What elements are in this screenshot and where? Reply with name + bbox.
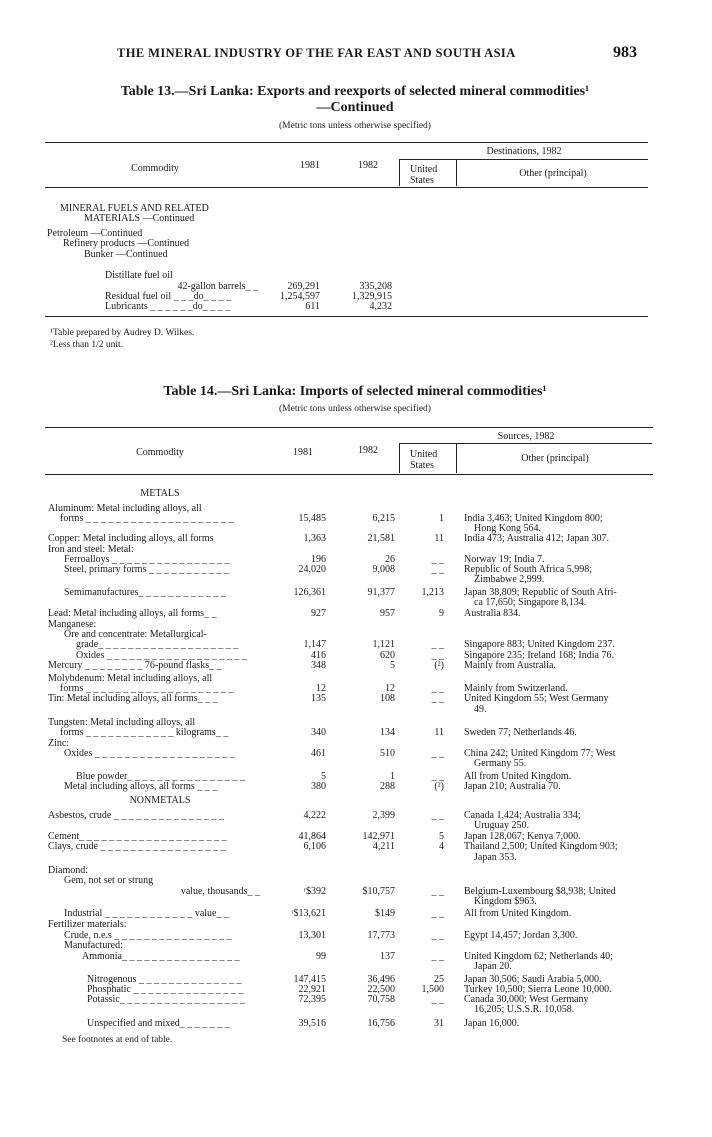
table13-row-label: Lubricants _ _ _ _ _ _do_ _ _ _: [105, 301, 231, 312]
table13-footnote-2: ²Less than 1/2 unit.: [50, 340, 124, 350]
value-united-states: 1,213: [421, 587, 444, 598]
table13-1982-value: 4,232: [369, 301, 392, 312]
value-1982: 1: [390, 771, 395, 782]
row-label: Manufactured:: [64, 940, 123, 951]
value-united-states: (²): [434, 781, 444, 792]
row-label: Molybdenum: Metal including alloys, all: [48, 673, 213, 684]
value-1981: 22,921: [298, 984, 326, 995]
row-label: Industrial _ _ _ _ _ _ _ _ _ _ _ _ value_ _: [64, 908, 229, 919]
value-1982: $149: [375, 908, 395, 919]
value-united-states: 11: [434, 533, 444, 544]
other-principal: Canada 30,000; West Germany: [464, 994, 589, 1005]
other-principal: China 242; United Kingdom 77; West: [464, 748, 616, 759]
other-principal: 49.: [474, 704, 487, 715]
row-label: Manganese:: [48, 619, 97, 630]
other-principal: Canada 1,424; Australia 334;: [464, 810, 581, 821]
value-1982: 6,215: [372, 513, 395, 524]
other-principal: ca 17,650; Singapore 8,134.: [474, 597, 587, 608]
value-1982: 5: [390, 660, 395, 671]
row-label: Unspecified and mixed_ _ _ _ _ _ _: [87, 1018, 230, 1029]
value-1982: 137: [380, 951, 395, 962]
other-principal: Belgium-Luxembourg $8,938; United: [464, 886, 616, 897]
value-united-states: _ _: [431, 748, 444, 759]
row-label: Aluminum: Metal including alloys, all: [48, 503, 202, 514]
table13-1982-value: 1,329,915: [352, 291, 392, 302]
value-1981: 24,020: [298, 564, 326, 575]
table13-top-rule: [45, 142, 648, 143]
section-heading: NONMETALS: [129, 795, 191, 806]
table14-top-rule: [45, 427, 653, 428]
table14-footnote: See footnotes at end of table.: [62, 1035, 173, 1045]
row-label: Cement_ _ _ _ _ _ _ _ _ _ _ _ _ _ _ _ _ _ _ _: [48, 831, 227, 842]
value-1982: 26: [385, 554, 395, 565]
row-label: Phosphatic _ _ _ _ _ _ _ _ _ _ _ _ _ _ _: [87, 984, 244, 995]
page-number: 983: [613, 44, 637, 61]
value-1982: 2,399: [372, 810, 395, 821]
value-united-states: 1: [439, 513, 444, 524]
value-1982: 21,581: [367, 533, 395, 544]
value-united-states: _ _: [431, 771, 444, 782]
table13-1981-value: 1,254,597: [280, 291, 320, 302]
other-principal: Hong Kong 564.: [474, 523, 541, 534]
value-united-states: 11: [434, 727, 444, 738]
value-1982: $10,757: [362, 886, 395, 897]
table13-other-header: Other (principal): [519, 168, 587, 179]
other-principal: Japan 30,506; Saudi Arabia 5,000.: [464, 974, 602, 985]
table14-header-rule: [45, 474, 653, 475]
value-1981: 461: [311, 748, 326, 759]
other-principal: Singapore 235; Ireland 168; India 76.: [464, 650, 614, 661]
other-principal: Sweden 77; Netherlands 46.: [464, 727, 577, 738]
table14-sources-rule: [400, 443, 652, 444]
row-label: Semimanufactures_ _ _ _ _ _ _ _ _ _ _ _: [64, 587, 226, 598]
other-principal: Japan 16,000.: [464, 1018, 520, 1029]
value-1981: 416: [311, 650, 326, 661]
table14-us-divider: [399, 443, 400, 473]
row-label: Gem, not set or strung: [64, 875, 154, 886]
value-united-states: 1,500: [421, 984, 444, 995]
row-label: Tungsten: Metal including alloys, all: [48, 717, 196, 728]
table13-header-rule: [45, 187, 648, 188]
value-united-states: _ _: [431, 994, 444, 1005]
value-1982: 510: [380, 748, 395, 759]
value-united-states: _ _: [431, 908, 444, 919]
value-1981: ʳ$392: [303, 886, 326, 897]
table13-row-label: 42-gallon barrels_ _: [177, 281, 258, 292]
value-1982: 4,211: [372, 841, 395, 852]
running-header: THE MINERAL INDUSTRY OF THE FAR EAST AND SOUTH ASIA: [117, 46, 516, 60]
section-heading: METALS: [140, 488, 180, 499]
table14-1982-header: 1982: [358, 445, 378, 456]
value-united-states: _ _: [431, 886, 444, 897]
value-united-states: _ _: [431, 951, 444, 962]
row-label: Steel, primary forms _ _ _ _ _ _ _ _ _ _ _: [64, 564, 229, 575]
value-1981: 340: [311, 727, 326, 738]
value-1981: 5: [321, 771, 326, 782]
value-1982: 9,008: [372, 564, 395, 575]
value-1982: 1,121: [372, 639, 395, 650]
row-label: Nitrogenous _ _ _ _ _ _ _ _ _ _ _ _ _ _: [87, 974, 242, 985]
row-label: value, thousands_ _: [180, 886, 260, 897]
table13-commodity-header: Commodity: [131, 163, 179, 174]
value-1982: 288: [380, 781, 395, 792]
value-1982: 620: [380, 650, 395, 661]
table14-other-divider: [456, 443, 457, 473]
other-principal: Egypt 14,457; Jordan 3,300.: [464, 930, 578, 941]
other-principal: Singapore 883; United Kingdom 237.: [464, 639, 615, 650]
row-label: forms _ _ _ _ _ _ _ _ _ _ _ _ _ _ _ _ _ _ _ _: [60, 683, 234, 694]
value-united-states: 31: [434, 1018, 444, 1029]
other-principal: 16,205; U.S.S.R. 10,058.: [474, 1004, 575, 1015]
other-principal: Japan 20.: [474, 961, 512, 972]
table13-row-label: Residual fuel oil _ _ _do_ _ _ _: [105, 291, 232, 302]
row-label: Tin: Metal including alloys, all forms_ _ _: [48, 693, 218, 704]
row-label: Blue powder_ _ _ _ _ _ _ _ _ _ _ _ _ _ _ _: [76, 771, 245, 782]
value-1982: 91,377: [367, 587, 395, 598]
value-united-states: _ _: [431, 693, 444, 704]
table13-bottom-rule: [45, 316, 648, 317]
table14-sources-header: Sources, 1982: [497, 431, 555, 442]
value-1981: 15,485: [298, 513, 326, 524]
table13-title-line1: Table 13.—Sri Lanka: Exports and reexports of selected mineral commodities¹: [120, 84, 590, 99]
value-1982: 12: [385, 683, 395, 694]
value-united-states: 9: [439, 608, 444, 619]
other-principal: Uruguay 250.: [474, 820, 529, 831]
table13-row-label: Petroleum —Continued: [47, 228, 143, 239]
row-label: forms _ _ _ _ _ _ _ _ _ _ _ _ _ _ _ _ _ _ _ _: [60, 513, 234, 524]
table13-subtitle: (Metric tons unless otherwise specified): [279, 121, 431, 131]
value-1982: 134: [380, 727, 395, 738]
value-1981: 1,363: [303, 533, 326, 544]
value-1981: 72,395: [298, 994, 326, 1005]
table13-footnote-1: ¹Table prepared by Audrey D. Wilkes.: [50, 328, 195, 338]
table13-us-header-1: United: [410, 164, 438, 175]
table13-other-divider: [456, 159, 457, 186]
value-1981: 6,106: [303, 841, 326, 852]
table14-us-header-2: States: [410, 460, 434, 471]
table13-row-label: MATERIALS —Continued: [84, 213, 195, 224]
value-united-states: _ _: [431, 683, 444, 694]
value-1981: 12: [316, 683, 326, 694]
value-1981: 13,301: [298, 930, 326, 941]
table13-1982-header: 1982: [358, 160, 378, 171]
value-1982: 16,756: [367, 1018, 395, 1029]
other-principal: Norway 19; India 7.: [464, 554, 545, 565]
value-1981: 39,516: [298, 1018, 326, 1029]
value-1982: 957: [380, 608, 395, 619]
table13-1981-value: 611: [305, 301, 320, 312]
table14-subtitle: (Metric tons unless otherwise specified): [279, 404, 431, 414]
table13-1982-value: 335,208: [359, 281, 392, 292]
value-1982: 142,971: [362, 831, 395, 842]
other-principal: Mainly from Australia.: [464, 660, 556, 671]
value-1981: 135: [311, 693, 326, 704]
row-label: Ore and concentrate: Metallurgical-: [64, 629, 207, 640]
row-label: Iron and steel: Metal:: [48, 544, 134, 555]
other-principal: Turkey 10,500; Sierra Leone 10,000.: [464, 984, 612, 995]
row-label: Asbestos, crude _ _ _ _ _ _ _ _ _ _ _ _ _ _ _: [48, 810, 224, 821]
table13-row-label: Bunker —Continued: [84, 249, 168, 260]
row-label: Clays, crude _ _ _ _ _ _ _ _ _ _ _ _ _ _ _ _ _: [48, 841, 226, 852]
value-1982: 108: [380, 693, 395, 704]
other-principal: All from United Kingdom.: [464, 908, 572, 919]
table13-us-header-2: States: [410, 175, 434, 186]
value-united-states: _ _: [431, 650, 444, 661]
other-principal: Mainly from Switzerland.: [464, 683, 568, 694]
value-1981: 196: [311, 554, 326, 565]
other-principal: All from United Kingdom.: [464, 771, 572, 782]
value-1981: 147,415: [293, 974, 326, 985]
value-1982: 70,758: [367, 994, 395, 1005]
row-label: forms _ _ _ _ _ _ _ _ _ _ _ _ kilograms_ _: [60, 727, 229, 738]
other-principal: Japan 128,067; Kenya 7,000.: [464, 831, 581, 842]
value-united-states: 4: [439, 841, 444, 852]
other-principal: Japan 210; Australia 70.: [464, 781, 561, 792]
row-label: Ferroalloys _ _ _ _ _ _ _ _ _ _ _ _ _ _ _ _: [64, 554, 230, 565]
table13-row-label: Distillate fuel oil: [105, 270, 173, 281]
table13-1981-header: 1981: [300, 160, 320, 171]
other-principal: Thailand 2,500; United Kingdom 903;: [464, 841, 618, 852]
row-label: Lead: Metal including alloys, all forms_ _: [48, 608, 217, 619]
value-united-states: _ _: [431, 564, 444, 575]
row-label: Copper: Metal including alloys, all forms: [48, 533, 214, 544]
row-label: grade_ _ _ _ _ _ _ _ _ _ _ _ _ _ _ _ _ _ _: [76, 639, 239, 650]
other-principal: Republic of South Africa 5,998;: [464, 564, 593, 575]
value-united-states: _ _: [431, 930, 444, 941]
row-label: Crude, n.e.s _ _ _ _ _ _ _ _ _ _ _ _ _ _ _ _: [64, 930, 232, 941]
value-united-states: 5: [439, 831, 444, 842]
table14-1981-header: 1981: [293, 447, 313, 458]
other-principal: Japan 38,809; Republic of South Afri-: [464, 587, 617, 598]
other-principal: Australia 834.: [464, 608, 521, 619]
other-principal: Zimbabwe 2,999.: [474, 574, 545, 585]
row-label: Diamond:: [48, 865, 88, 876]
other-principal: Germany 55.: [474, 758, 527, 769]
other-principal: Kingdom $963.: [474, 896, 537, 907]
table14-us-header-1: United: [410, 449, 438, 460]
row-label: Mercury _ _ _ _ _ _ _ _ 76-pound flasks_ _: [48, 660, 222, 671]
table14-commodity-header: Commodity: [136, 447, 184, 458]
table14-other-header: Other (principal): [521, 453, 589, 464]
value-united-states: _ _: [431, 554, 444, 565]
value-1982: 17,773: [367, 930, 395, 941]
value-united-states: _ _: [431, 810, 444, 821]
row-label: Zinc:: [48, 738, 70, 749]
value-1982: 22,500: [367, 984, 395, 995]
value-1982: 36,496: [367, 974, 395, 985]
table13-destinations-header: Destinations, 1982: [486, 146, 562, 157]
row-label: Oxides _ _ _ _ _ _ _ _ _ _ _ _ _ _ _ _ _ _ _: [76, 650, 247, 661]
other-principal: India 473; Australia 412; Japan 307.: [464, 533, 609, 544]
value-1981: 348: [311, 660, 326, 671]
table13-us-divider: [399, 159, 400, 186]
table13-row-label: MINERAL FUELS AND RELATED: [60, 203, 209, 214]
other-principal: India 3,463; United Kingdom 800;: [464, 513, 603, 524]
table14-title: Table 14.—Sri Lanka: Imports of selected mineral commodities¹: [163, 384, 547, 399]
table13-row-label: Refinery products —Continued: [63, 238, 190, 249]
value-united-states: 25: [434, 974, 444, 985]
value-united-states: (²): [434, 660, 444, 671]
value-1981: 4,222: [303, 810, 326, 821]
value-1981: ʳ$13,621: [291, 908, 326, 919]
table13-title-line2: —Continued: [316, 100, 394, 115]
row-label: Potassic_ _ _ _ _ _ _ _ _ _ _ _ _ _ _ _ _: [87, 994, 245, 1005]
row-label: Oxides _ _ _ _ _ _ _ _ _ _ _ _ _ _ _ _ _ _ _: [64, 748, 235, 759]
other-principal: Japan 353.: [474, 852, 517, 863]
value-1981: 126,361: [293, 587, 326, 598]
value-1981: 1,147: [303, 639, 326, 650]
row-label: Ammonia_ _ _ _ _ _ _ _ _ _ _ _ _ _ _ _: [82, 951, 240, 962]
row-label: Metal including alloys, all forms _ _ _: [64, 781, 218, 792]
table13-destinations-rule: [400, 159, 648, 160]
value-1981: 380: [311, 781, 326, 792]
table13-1981-value: 269,291: [287, 281, 320, 292]
value-1981: 41,864: [298, 831, 326, 842]
value-united-states: _ _: [431, 639, 444, 650]
value-1981: 99: [316, 951, 326, 962]
row-label: Fertilizer materials:: [48, 919, 127, 930]
other-principal: United Kingdom 55; West Germany: [464, 693, 609, 704]
value-1981: 927: [311, 608, 326, 619]
other-principal: United Kingdom 62; Netherlands 40;: [464, 951, 613, 962]
